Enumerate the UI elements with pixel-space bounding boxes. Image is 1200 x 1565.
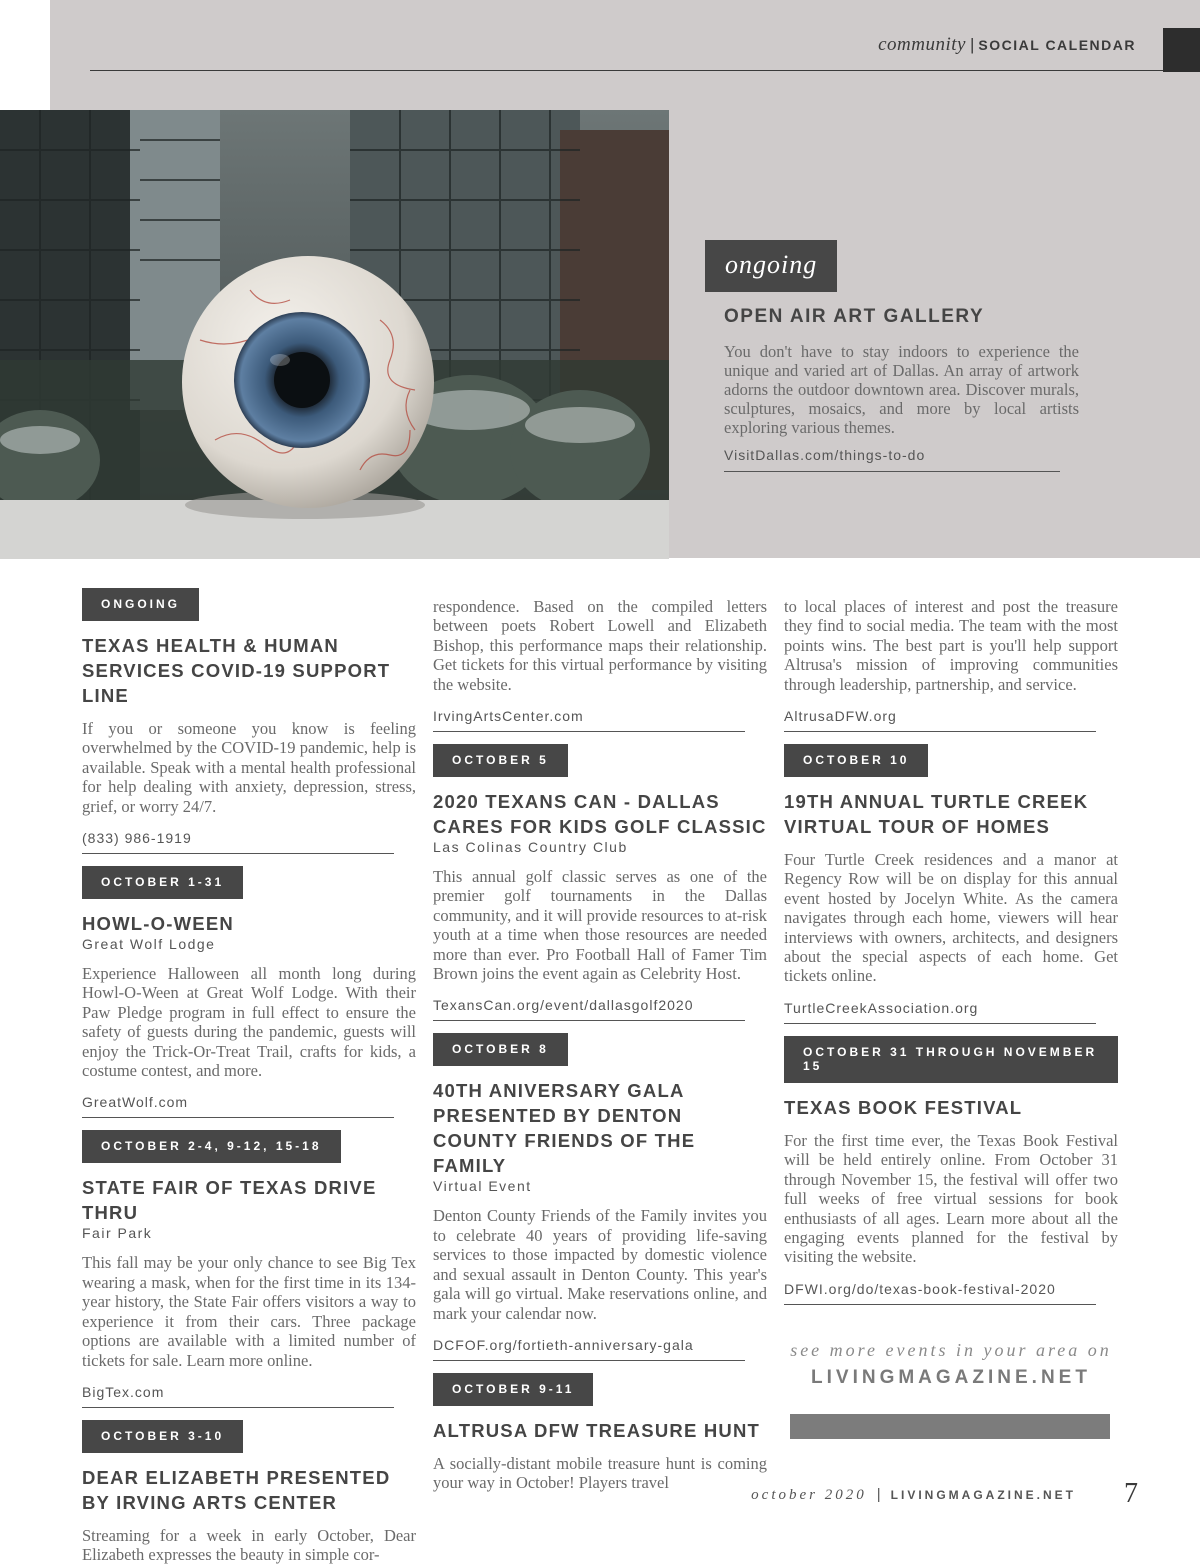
event-title: STATE FAIR OF TEXAS DRIVE THRU [82, 1177, 377, 1224]
event-description: Streaming for a week in early October, Dear Elizabeth expresses the beauty in simple cor- [82, 1525, 416, 1565]
header-tab-block [1163, 28, 1200, 72]
event-date-tag: OCTOBER 8 [433, 1033, 568, 1066]
event-description: For the first time ever, the Texas Book Festival will be held entirely online. From October 31 through November 15, the festival will offer two full weeks of free virtual sessions for book enthusiasts of all ages. Learn more about all the engaging events planned for the festival by visiting the website. [784, 1130, 1118, 1267]
event-description: This fall may be your only chance to see Big Tex wearing a mask, when for the first time in its 134-year history, the State Fair offers visitors a way to experience it from their cars. Three package options are available with a limited number of tickets for sale. Learn more online. [82, 1253, 416, 1370]
event-title: HOWL-O-WEEN [82, 913, 234, 935]
promo-tagline: see more events in your area on [790, 1340, 1112, 1360]
event-venue: Las Colinas Country Club [433, 839, 628, 856]
event-link[interactable]: IrvingArtsCenter.com [433, 708, 745, 732]
event-link[interactable]: TexansCan.org/event/dallasgolf2020 [433, 997, 745, 1021]
feature-tag: ongoing [705, 240, 837, 292]
event-entry [784, 1036, 1118, 1305]
footer-issue-date: october 2020 [751, 1487, 867, 1503]
column-3 [784, 597, 1118, 1317]
website-promo [784, 1340, 1118, 1389]
event-entry [433, 1373, 767, 1493]
event-entry [82, 588, 416, 854]
event-entry [433, 1033, 767, 1360]
event-description: Denton County Friends of the Family invites you to celebrate 40 years of providing life-saving services to those impacted by domestic violence and sexual assault in Denton County. This year's gala will go virtual. Make reservations online, and mark your calendar now. [433, 1206, 767, 1323]
feature-body: You don't have to stay indoors to experience the unique and varied art of Dallas. An array of artwork adorns the outdoor downtown area. Discover murals, sculptures, mosaics, and more by local artists exploring various themes. [724, 342, 1079, 437]
event-description: A socially-distant mobile treasure hunt is coming your way in October! Players travel [433, 1453, 767, 1493]
page-footer [751, 1486, 1076, 1504]
event-title: DEAR ELIZABETH PRESENTED BY IRVING ARTS CENTER [82, 1466, 391, 1513]
promo-bar [790, 1414, 1110, 1439]
event-description-continued: to local places of interest and post the treasure they find to social media. The team with the most points wins. The best part is you'll help support Altrusa's mission of improving communities through leadership, partnership, and service. [784, 597, 1118, 694]
feature-title: OPEN AIR ART GALLERY [724, 306, 985, 327]
event-date-tag: OCTOBER 31 THROUGH NOVEMBER 15 [784, 1036, 1118, 1083]
event-link[interactable]: DCFOF.org/fortieth-anniversary-gala [433, 1337, 745, 1361]
event-date-tag: OCTOBER 10 [784, 744, 928, 777]
event-description: Experience Halloween all month long during Howl-O-Ween at Great Wolf Lodge. With their Paw Pledge program in full effect to ensure the safety of guests during the pandemic, guests will enjoy the Trick-Or-Treat Trail, crafts for kids, a costume contest, and more. [82, 964, 416, 1081]
eyeball-sculpture-photo [0, 110, 669, 559]
header-section: community [878, 34, 966, 55]
event-title: 40TH ANIVERSARY GALA PRESENTED BY DENTON COUNTY FRIENDS OF THE FAMILY [433, 1080, 696, 1177]
event-date-tag: OCTOBER 3-10 [82, 1420, 243, 1453]
page-number: 7 [1124, 1478, 1138, 1509]
event-date-tag: OCTOBER 9-11 [433, 1373, 593, 1406]
column-2 [433, 597, 767, 1493]
event-link[interactable]: DFWI.org/do/texas-book-festival-2020 [784, 1281, 1096, 1305]
event-venue: Fair Park [82, 1225, 153, 1242]
event-link[interactable]: (833) 986-1919 [82, 830, 394, 854]
event-link[interactable]: GreatWolf.com [82, 1094, 394, 1118]
event-entry [82, 1130, 416, 1407]
column-1 [82, 588, 416, 1565]
feature-link[interactable]: VisitDallas.com/things-to-do [724, 447, 1060, 472]
header-title: SOCIAL CALENDAR [978, 37, 1136, 53]
header-separator: | [970, 35, 975, 54]
event-description-continued: respondence. Based on the compiled letters between poets Robert Lowell and Elizabeth Bishop, this performance maps their relationship. Get tickets for this virtual performance by visiting the website. [433, 597, 767, 694]
event-venue: Great Wolf Lodge [82, 936, 216, 953]
event-venue: Virtual Event [433, 1178, 532, 1195]
header-rule [90, 70, 1164, 71]
event-link[interactable]: BigTex.com [82, 1384, 394, 1408]
event-title: ALTRUSA DFW TREASURE HUNT [433, 1419, 761, 1441]
event-link[interactable]: AltrusaDFW.org [784, 708, 1096, 732]
promo-website[interactable]: LIVINGMAGAZINE.NET [811, 1367, 1091, 1388]
event-date-tag: OCTOBER 1-31 [82, 866, 243, 899]
event-entry [82, 866, 416, 1118]
event-title: TEXAS BOOK FESTIVAL [784, 1096, 1023, 1118]
event-date-tag: OCTOBER 2-4, 9-12, 15-18 [82, 1130, 341, 1163]
footer-website: LIVINGMAGAZINE.NET [890, 1488, 1076, 1502]
event-entry [82, 1420, 416, 1565]
event-description: This annual golf classic serves as one of the premier golf tournaments in the Dallas community, and it will provide resources to at-risk youth at a time when those resources are needed more than ever. Pro Football Hall of Famer Tim Brown joins the event again as Celebrity Host. [433, 867, 767, 984]
event-date-tag: ONGOING [82, 588, 199, 621]
event-link[interactable]: TurtleCreekAssociation.org [784, 1000, 1096, 1024]
event-description: Four Turtle Creek residences and a manor at Regency Row will be on display for this annual event hosted by Jocelyn White. As the camera navigates through each home, viewers will hear interviews with owners, architects, and designers about the special aspects of each home. Get tickets online. [784, 850, 1118, 986]
event-entry [784, 744, 1118, 1024]
footer-separator: | [876, 1486, 881, 1503]
event-entry [433, 744, 767, 1021]
event-title: 19TH ANNUAL TURTLE CREEK VIRTUAL TOUR OF HOMES [784, 791, 1089, 838]
event-title: TEXAS HEALTH & HUMAN SERVICES COVID-19 SUPPORT LINE [82, 635, 391, 706]
event-date-tag: OCTOBER 5 [433, 744, 568, 777]
feature-event [705, 240, 1085, 472]
event-description: If you or someone you know is feeling overwhelmed by the COVID-19 pandemic, help is available. Speak with a mental health professional for help dealing with anxiety, depression, stress, grief, or worry 24/7. [82, 719, 416, 816]
page-header [878, 34, 1136, 56]
event-title: 2020 TEXANS CAN - DALLAS CARES FOR KIDS GOLF CLASSIC [433, 791, 767, 838]
